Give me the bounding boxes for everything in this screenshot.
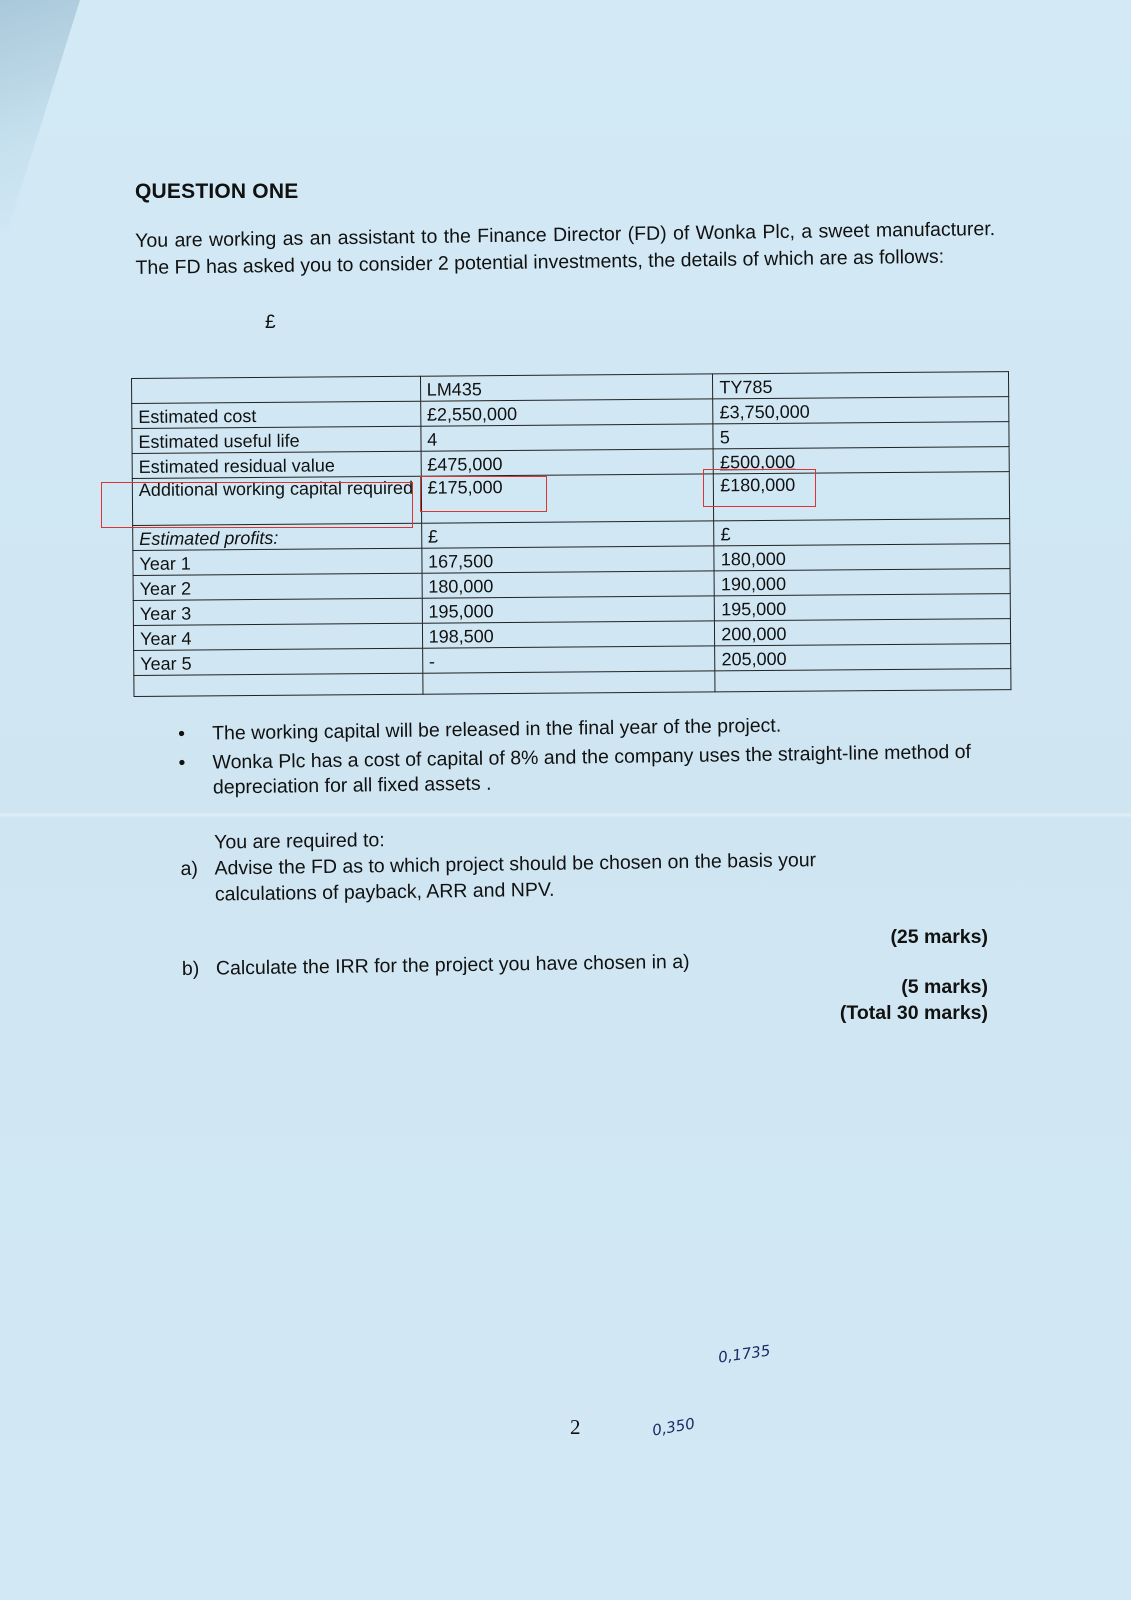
cell-ty785: £500,000	[713, 447, 1009, 474]
cell-lm435: £	[421, 521, 714, 548]
page-number: 2	[570, 1415, 581, 1439]
marks-total: (Total 30 marks)	[839, 1002, 988, 1024]
table-header-ty785: TY785	[713, 372, 1009, 399]
intro-paragraph	[135, 216, 996, 282]
cell-lm435: 198,500	[422, 621, 715, 648]
task-label: b)	[181, 957, 200, 980]
requirements-lead: You are required to:	[214, 829, 385, 854]
cell-lm435: 195,000	[422, 596, 715, 623]
row-label: Year 4	[133, 623, 422, 650]
cell-ty785	[715, 669, 1011, 692]
cell-ty785: £180,000	[714, 472, 1010, 521]
investment-table	[131, 371, 1011, 697]
cell-lm435: £475,000	[421, 449, 714, 476]
table-row	[132, 472, 1009, 526]
marks-b: (5 marks)	[901, 976, 988, 998]
cell-ty785: 180,000	[714, 544, 1010, 571]
cell-ty785: 195,000	[715, 594, 1011, 621]
requirements-section	[180, 819, 1002, 982]
task-a	[180, 846, 905, 908]
row-label: Year 1	[133, 548, 422, 575]
row-label: Year 2	[133, 573, 422, 600]
page-corner-shadow	[0, 0, 80, 230]
list-item	[178, 740, 979, 801]
notes-list	[178, 711, 979, 805]
bullet-icon: •	[178, 722, 186, 745]
paper-fold-line	[0, 812, 1131, 818]
note-text: The working capital will be released in the final year of the project.	[212, 714, 782, 745]
cell-lm435	[422, 671, 715, 694]
table-header-cell	[132, 376, 421, 403]
row-label: Estimated useful life	[132, 426, 421, 453]
table-header-lm435: LM435	[420, 374, 713, 401]
question-title: QUESTION ONE	[135, 180, 299, 203]
cell-lm435: 167,500	[422, 546, 715, 573]
handwritten-note: 0,1735	[717, 1341, 772, 1367]
row-label: Estimated residual value	[132, 451, 421, 478]
cell-ty785: 205,000	[715, 644, 1011, 671]
task-text: Calculate the IRR for the project you have chosen in a)	[215, 950, 690, 980]
cell-lm435: 180,000	[422, 571, 715, 598]
marks-a: (25 marks)	[890, 926, 988, 948]
cell-lm435: £2,550,000	[420, 399, 713, 426]
row-label: Additional working capital required	[132, 476, 421, 525]
task-text: Advise the FD as to which project should be chosen on the basis your calculations of payback, ARR and NPV.	[214, 849, 817, 906]
note-text: Wonka Plc has a cost of capital of 8% and the company uses the straight-line method of depreciation for all fixed assets .	[212, 740, 972, 799]
intro-text: You are working as an assistant to the Finance Director (FD) of Wonka Plc, a sweet manufacturer. The FD has asked you to consider 2 potential investments, the details of which are as follows:	[135, 217, 996, 279]
cell-ty785: 190,000	[714, 569, 1010, 596]
investment-table-wrap	[131, 371, 1011, 697]
cell-ty785: £3,750,000	[713, 397, 1009, 424]
row-label: Year 5	[134, 648, 423, 675]
cell-ty785: £	[714, 519, 1010, 546]
row-label: Estimated cost	[132, 401, 421, 428]
task-label: a)	[180, 857, 199, 880]
row-label	[134, 673, 423, 696]
bullet-icon: •	[178, 751, 186, 774]
cell-ty785: 200,000	[715, 619, 1011, 646]
cell-ty785: 5	[713, 422, 1009, 449]
row-label: Estimated profits:	[133, 523, 422, 550]
handwritten-note: 0,350	[650, 1414, 697, 1440]
cell-lm435: 4	[421, 424, 714, 451]
cell-lm435: -	[422, 646, 715, 673]
row-label: Year 3	[133, 598, 422, 625]
cell-lm435: £175,000	[421, 474, 714, 523]
currency-symbol: £	[265, 312, 276, 333]
